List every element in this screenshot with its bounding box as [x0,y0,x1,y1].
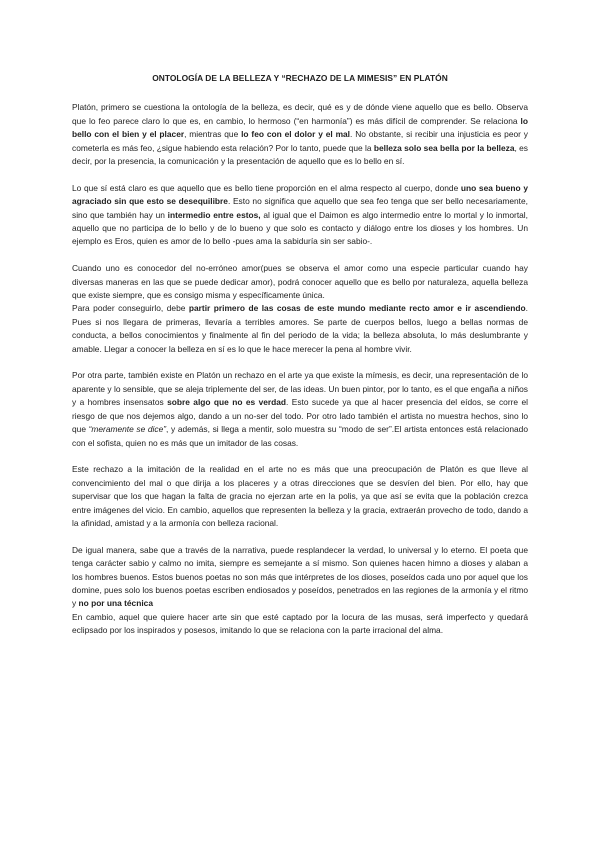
document-page [72,72,528,651]
paragraph-proportion: Lo que sí está claro es que aquello que es bello tiene proporción en el alma respecto al cuerpo, donde uno sea bueno y agraciado sin que esto se desequilibre. Esto no significa que aquello que sea feo tenga que ser bello necesariamente, sino que también hay un intermedio entre estos, al igual que el Daimon es algo intermedio entre lo mortal y lo inmortal, aquello que no participa de lo bello y de lo bueno y que solo es contacto y diálogo entre los dioses y los hombres. Un ejemplo es Eros, quien es amor de lo bello -pues ama la sabiduría sin ser sabio-. [72,182,528,247]
paragraph-poets: De igual manera, sabe que a través de la narrativa, puede resplandecer la verdad, lo universal y lo eterno. El poeta que tenga carácter sabio y calmo no imita, siempre es semejante a sí mismo. Son quienes hacen himno a dioses y alaban a los hombres buenos. Estos buenos poetas no son más que intérpretes de los dioses, poseídos cada uno por aquel que los domine, pues solo los buenos poetas escriben endiosados y poseídos, penetrados en las regiones de la armonía y el ritmo y no por una técnica [72,544,528,609]
paragraph-ontology: Platón, primero se cuestiona la ontología de la belleza, es decir, qué es y de dónde viene aquello que es bello. Observa que lo feo parece claro lo que es, en cambio, lo hermoso (“en harmonía”) es más difícil de comprender. Se relaciona lo bello con el bien y el placer, mientras que lo feo con el dolor y el mal. No obstante, si recibir una injusticia es peor y cometerla es más feo, ¿sigue habiendo esta relación? Por lo tanto, puede que la belleza solo sea bella por la belleza, es decir, por la presencia, la comunicación y la presentación de aquello que es lo bello en sí. [72,102,528,167]
paragraph-love: Cuando uno es conocedor del no-erróneo amor(pues se observa el amor como una especie particular cuando hay diversas maneras en las que se puede dedicar amor), podrá conocer aquello que es bello por naturaleza, aquella belleza que existe siempre, que es consigo misma y específicamente única. [72,263,528,301]
paragraph-conclusion: En cambio, aquel que quiere hacer arte sin que esté captado por la locura de las musas, será imperfecto y quedará eclipsado por los inspirados y posesos, imitando lo que se relaciona con la parte irracional del alma. [72,611,528,636]
paragraph-mimesis: Por otra parte, también existe en Platón un rechazo en el arte ya que existe la mímesis, es decir, una representación de lo aparente y lo sensible, que se aleja triplemente del ser, de las ideas. Un buen pintor, por lo tanto, es el que engaña a niños y a hombres insensatos sobre algo que no es verdad. Esto sucede ya que al hacer presencia del eídos, se corre el riesgo de que nos dejemos algo, dando a un no-ser del todo. Por otro lado también el artista no muestra hechos, sino lo que “meramente se dice”, y además, si llega a mentir, solo muestra su “modo de ser”.El artista entonces está relacionado con el sofista, quien no es más que un imitador de las cosas. [72,370,528,448]
paragraph-rejection: Este rechazo a la imitación de la realidad en el arte no es más que una preocupación de Platón es que lleve al convencimiento del mal o que dirija a los placeres y a otras direcciones que se desvíen del bien. Por ello, hay que supervisar que los que hagan la falta de gracia no ejerzan arte en la polis, ya que así se evita que la población crezca entre imágenes del vicio. En cambio, aquellos que representen la belleza y la gracia, extraerán provecho de todo, dando a la afinidad, amistad y a la armonía con belleza racional. [72,464,528,528]
document-title: ONTOLOGÍA DE LA BELLEZA Y “RECHAZO DE LA MIMESIS” EN PLATÓN [152,73,448,83]
paragraph-ascent: Para poder conseguirlo, debe partir primero de las cosas de este mundo mediante recto amor e ir ascendiendo. Pues si nos llegara de primeras, llevaría a terribles amores. Se parte de cuerpos bellos, luego a bellas normas de conducta, a bellos conocimientos y finalmente al fin del periodo de la vida; la belleza absoluta, lo más deslumbrante y amable. Llegar a conocer la belleza en sí es lo que le hace merecer la pena al hombre vivir. [72,303,528,354]
